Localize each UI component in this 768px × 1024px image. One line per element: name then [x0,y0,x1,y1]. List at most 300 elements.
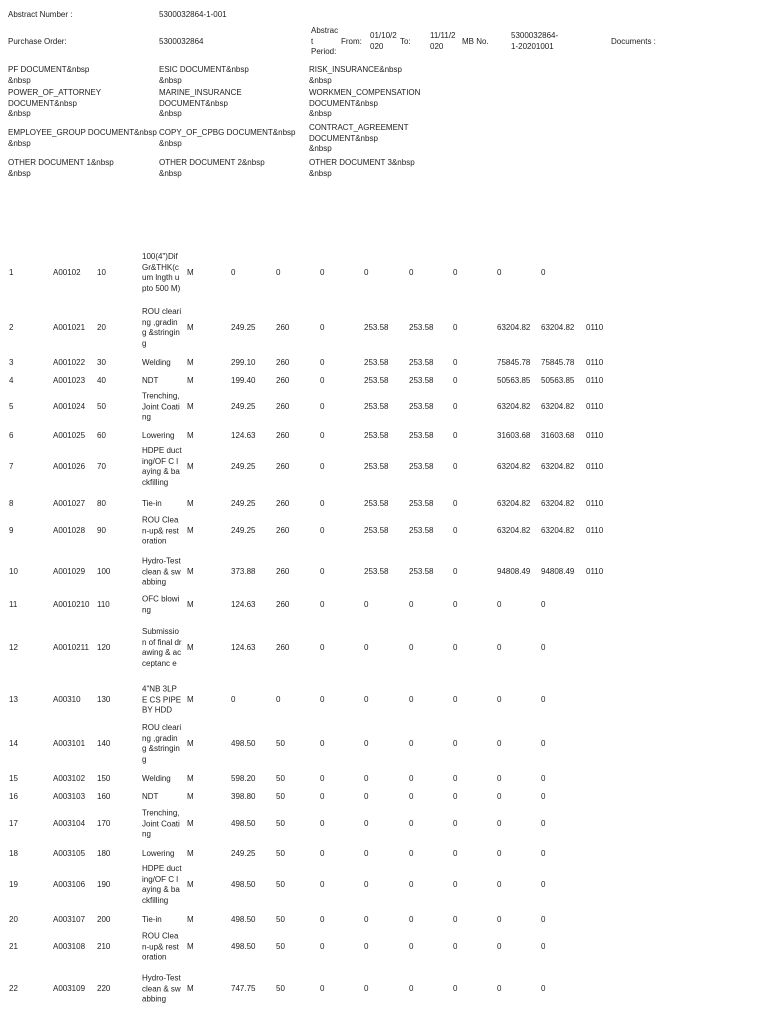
cell-value-1: 0 [320,694,325,704]
abstract-number-label: Abstract Number : [8,10,73,19]
cell-code: A003109 [53,983,86,993]
other-document-1: OTHER DOCUMENT 1&nbsp &nbsp [8,158,114,178]
contract-agreement-document: CONTRACT_AGREEMENT DOCUMENT&nbsp &nbsp [309,123,409,153]
cell-unit: M [187,401,194,411]
cell-code: A00102 [53,267,81,277]
cell-code: A001029 [53,566,86,576]
cell-rate: 50 [276,941,285,951]
cell-sn: 5 [9,401,14,411]
cell-value-3: 0 [409,267,414,277]
cell-value-1: 0 [320,599,325,609]
cell-amount-1: 0 [497,941,502,951]
cell-quantity: 124.63 [231,430,256,440]
cell-amount-1: 31603.68 [497,430,531,440]
cell-value-3: 253.58 [409,357,434,367]
cell-value-4: 0 [453,941,458,951]
cell-code: A001026 [53,461,86,471]
cell-value-1: 0 [320,566,325,576]
cell-description: Trenching, Joint Coating [142,808,180,839]
cell-value-1: 0 [320,818,325,828]
cell-value-4: 0 [453,694,458,704]
cell-rate: 50 [276,983,285,993]
cell-unit: M [187,498,194,508]
cell-value-3: 0 [409,914,414,924]
table-row [0,864,768,906]
cell-code: A001024 [53,401,86,411]
cell-value-3: 0 [409,694,414,704]
table-row [0,912,768,928]
cell-sn: 15 [9,773,18,783]
cell-value-3: 0 [409,791,414,801]
cell-amount-1: 0 [497,818,502,828]
cell-value-4: 0 [453,642,458,652]
cell-value-2: 253.58 [364,498,389,508]
cell-code: A003102 [53,773,86,783]
cell-sn: 16 [9,791,18,801]
cell-value-2: 0 [364,599,369,609]
cell-value-1: 0 [320,941,325,951]
abstract-number-value: 5300032864-1-001 [159,10,227,19]
cell-amount-1: 63204.82 [497,498,531,508]
table-row [0,846,768,862]
cell-item-no: 50 [97,401,106,411]
cell-value-4: 0 [453,525,458,535]
employee-group-document: EMPLOYEE_GROUP DOCUMENT&nbsp &nbsp [8,128,157,148]
cell-description: Trenching, Joint Coating [142,391,180,422]
cell-amount-1: 94808.49 [497,566,531,576]
cell-rate: 50 [276,773,285,783]
table-row [0,970,768,1008]
cell-value-2: 0 [364,694,369,704]
cell-unit: M [187,599,194,609]
cell-code: A003108 [53,941,86,951]
cell-description: NDT [142,791,159,801]
cell-value-2: 253.58 [364,401,389,411]
cell-rate: 260 [276,461,290,471]
cell-item-no: 80 [97,498,106,508]
cell-value-4: 0 [453,791,458,801]
cell-code: A001027 [53,498,86,508]
cell-value-1: 0 [320,461,325,471]
cell-code: A003101 [53,738,86,748]
cell-amount-2: 0 [541,791,546,801]
cell-value-2: 253.58 [364,430,389,440]
cell-rate: 260 [276,357,290,367]
cell-quantity: 498.50 [231,941,256,951]
cell-rate: 260 [276,642,290,652]
cell-rate: 50 [276,879,285,889]
cell-description: 4"NB 3LPE CS PIPE BY HDD [142,684,182,715]
cell-rate: 50 [276,818,285,828]
copy-of-cpbg-document: COPY_OF_CPBG DOCUMENT&nbsp &nbsp [159,128,296,148]
table-row [0,789,768,805]
table-row [0,245,768,301]
cell-value-4: 0 [453,566,458,576]
cell-value-4: 0 [453,322,458,332]
cell-amount-1: 0 [497,914,502,924]
cell-value-1: 0 [320,375,325,385]
documents-label: Documents : [611,37,656,46]
cell-sn: 21 [9,941,18,951]
table-row [0,620,768,676]
cell-unit: M [187,566,194,576]
cell-value-2: 0 [364,914,369,924]
other-document-2: OTHER DOCUMENT 2&nbsp &nbsp [159,158,265,178]
cell-item-no: 170 [97,818,111,828]
cell-unit: M [187,430,194,440]
cell-item-no: 160 [97,791,111,801]
cell-value-2: 253.58 [364,322,389,332]
cell-amount-2: 0 [541,773,546,783]
cell-value-2: 0 [364,642,369,652]
cell-description: Tie-in [142,914,162,924]
cell-amount-2: 94808.49 [541,566,575,576]
table-row [0,593,768,617]
cell-quantity: 498.50 [231,818,256,828]
cell-description: Welding [142,357,171,367]
cell-value-4: 0 [453,983,458,993]
cell-amount-1: 0 [497,267,502,277]
cell-value-3: 0 [409,773,414,783]
cell-value-3: 253.58 [409,525,434,535]
purchase-order-label: Purchase Order: [8,37,67,46]
cell-value-3: 253.58 [409,498,434,508]
cell-item-no: 210 [97,941,111,951]
cell-amount-1: 0 [497,791,502,801]
cell-quantity: 124.63 [231,642,256,652]
to-value: 11/11/2 020 [430,31,456,51]
table-row [0,771,768,787]
cell-unit: M [187,357,194,367]
cell-description: OFC blowing [142,594,180,614]
cell-quantity: 373.88 [231,566,256,576]
cell-sn: 12 [9,642,18,652]
cell-quantity: 249.25 [231,461,256,471]
cell-rate: 260 [276,430,290,440]
cell-unit: M [187,525,194,535]
cell-item-no: 100 [97,566,111,576]
cell-item-no: 40 [97,375,106,385]
cell-unit: M [187,914,194,924]
cell-sn: 2 [9,322,14,332]
cell-code: A001023 [53,375,86,385]
cell-quantity: 249.25 [231,525,256,535]
cell-value-2: 0 [364,941,369,951]
table-row [0,391,768,423]
cell-amount-2: 75845.78 [541,357,575,367]
cell-code: A001025 [53,430,86,440]
cell-sn: 18 [9,848,18,858]
cell-value-3: 253.58 [409,401,434,411]
table-row [0,496,768,512]
cell-value-2: 253.58 [364,461,389,471]
table-row [0,723,768,765]
cell-item-no: 200 [97,914,111,924]
cell-sn: 11 [9,599,18,609]
cell-unit: M [187,694,194,704]
cell-amount-2: 0 [541,848,546,858]
cell-quantity: 199.40 [231,375,256,385]
cell-value-2: 0 [364,773,369,783]
cell-amount-1: 0 [497,773,502,783]
cell-rate: 260 [276,375,290,385]
cell-quantity: 249.25 [231,848,256,858]
cell-unit: M [187,642,194,652]
cell-unit: M [187,322,194,332]
cell-amount-1: 0 [497,983,502,993]
cell-value-3: 0 [409,941,414,951]
mb-value: 5300032864- 1-20201001 [511,31,559,51]
cell-quantity: 747.75 [231,983,256,993]
cell-value-4: 0 [453,773,458,783]
cell-unit: M [187,791,194,801]
cell-value-4: 0 [453,267,458,277]
cell-quantity: 498.50 [231,914,256,924]
cell-unit: M [187,848,194,858]
cell-value-1: 0 [320,357,325,367]
cell-amount-2: 0 [541,599,546,609]
cell-amount-1: 0 [497,879,502,889]
cell-ref: 0110 [586,322,604,332]
cell-amount-2: 0 [541,941,546,951]
cell-amount-2: 0 [541,879,546,889]
cell-sn: 9 [9,525,14,535]
power-of-attorney-document: POWER_OF_ATTORNEY DOCUMENT&nbsp &nbsp [8,88,102,118]
cell-value-1: 0 [320,322,325,332]
cell-item-no: 110 [97,599,110,609]
cell-value-1: 0 [320,525,325,535]
cell-value-1: 0 [320,914,325,924]
cell-rate: 50 [276,848,285,858]
cell-sn: 20 [9,914,18,924]
cell-item-no: 150 [97,773,111,783]
cell-value-2: 0 [364,818,369,828]
cell-unit: M [187,941,194,951]
cell-quantity: 249.25 [231,401,256,411]
cell-value-1: 0 [320,498,325,508]
cell-code: A0010211 [53,642,89,652]
cell-rate: 50 [276,914,285,924]
cell-code: A001021 [53,322,86,332]
cell-description: ROU Clean-up& restoration [142,931,179,962]
cell-quantity: 598.20 [231,773,256,783]
table-row [0,373,768,389]
cell-amount-1: 63204.82 [497,322,531,332]
cell-unit: M [187,461,194,471]
cell-value-2: 253.58 [364,375,389,385]
cell-item-no: 140 [97,738,111,748]
cell-ref: 0110 [586,401,604,411]
cell-rate: 260 [276,525,290,535]
cell-description: NDT [142,375,159,385]
cell-sn: 7 [9,461,14,471]
cell-value-2: 0 [364,879,369,889]
cell-description: Welding [142,773,171,783]
cell-ref: 0110 [586,498,604,508]
cell-amount-2: 63204.82 [541,525,575,535]
cell-ref: 0110 [586,525,604,535]
cell-amount-1: 0 [497,738,502,748]
cell-value-1: 0 [320,791,325,801]
table-row [0,808,768,840]
cell-ref: 0110 [586,357,604,367]
cell-value-1: 0 [320,773,325,783]
cell-value-3: 0 [409,738,414,748]
cell-code: A001028 [53,525,86,535]
cell-value-2: 0 [364,738,369,748]
cell-value-1: 0 [320,642,325,652]
cell-value-3: 0 [409,642,414,652]
cell-value-4: 0 [453,401,458,411]
cell-value-1: 0 [320,879,325,889]
cell-sn: 10 [9,566,18,576]
cell-value-3: 253.58 [409,566,434,576]
cell-value-4: 0 [453,498,458,508]
cell-sn: 6 [9,430,14,440]
cell-value-4: 0 [453,914,458,924]
table-row [0,930,768,964]
cell-value-4: 0 [453,430,458,440]
cell-sn: 19 [9,879,18,889]
cell-item-no: 220 [97,983,111,993]
cell-sn: 17 [9,818,18,828]
cell-amount-2: 0 [541,983,546,993]
cell-quantity: 0 [231,694,236,704]
cell-code: A00310 [53,694,81,704]
cell-value-3: 253.58 [409,461,434,471]
cell-quantity: 498.50 [231,879,256,889]
cell-code: A003103 [53,791,86,801]
cell-value-4: 0 [453,879,458,889]
table-row [0,553,768,591]
cell-sn: 8 [9,498,14,508]
from-label: From: [341,37,362,46]
cell-quantity: 249.25 [231,498,256,508]
cell-description: Hydro-Test clean & swabbing [142,973,181,1004]
cell-value-3: 0 [409,599,414,609]
cell-amount-2: 0 [541,694,546,704]
cell-amount-2: 63204.82 [541,498,575,508]
cell-code: A003105 [53,848,86,858]
table-row [0,446,768,488]
cell-value-3: 253.58 [409,322,434,332]
mb-label: MB No. [462,37,489,46]
other-document-3: OTHER DOCUMENT 3&nbsp &nbsp [309,158,415,178]
cell-unit: M [187,738,194,748]
table-row [0,355,768,371]
cell-ref: 0110 [586,375,604,385]
cell-rate: 260 [276,599,290,609]
cell-unit: M [187,983,194,993]
cell-description: Submissio n of final drawing & acceptanc e [142,627,182,668]
cell-value-4: 0 [453,818,458,828]
cell-quantity: 124.63 [231,599,256,609]
cell-amount-1: 63204.82 [497,461,531,471]
pf-document: PF DOCUMENT&nbsp &nbsp [8,65,90,85]
cell-value-1: 0 [320,401,325,411]
cell-ref: 0110 [586,461,604,471]
cell-sn: 22 [9,983,18,993]
cell-rate: 0 [276,694,281,704]
cell-code: A001022 [53,357,86,367]
cell-description: Lowering [142,848,175,858]
cell-value-2: 0 [364,983,369,993]
cell-value-1: 0 [320,848,325,858]
cell-value-2: 253.58 [364,357,389,367]
cell-amount-2: 63204.82 [541,322,575,332]
cell-code: A003104 [53,818,86,828]
cell-rate: 260 [276,322,290,332]
cell-description: ROU clearing ,grading &stringing [142,723,182,764]
marine-insurance-document: MARINE_INSURANCE DOCUMENT&nbsp &nbsp [159,88,242,118]
cell-rate: 50 [276,791,285,801]
cell-value-3: 0 [409,879,414,889]
cell-amount-2: 0 [541,267,546,277]
cell-code: A003106 [53,879,86,889]
cell-sn: 13 [9,694,18,704]
cell-code: A0010210 [53,599,90,609]
cell-item-no: 20 [97,322,106,332]
cell-description: Lowering [142,430,175,440]
cell-amount-2: 0 [541,642,546,652]
cell-unit: M [187,879,194,889]
cell-description: ROU clearing ,grading &stringing [142,307,182,348]
cell-description: HDPE ducting/OF C laying & backfilling [142,446,182,487]
cell-rate: 0 [276,267,281,277]
cell-unit: M [187,818,194,828]
cell-ref: 0110 [586,566,604,576]
cell-value-2: 0 [364,791,369,801]
cell-value-3: 253.58 [409,375,434,385]
table-row [0,307,768,349]
table-row [0,428,768,444]
cell-item-no: 10 [97,267,106,277]
cell-value-3: 0 [409,848,414,858]
cell-value-1: 0 [320,430,325,440]
cell-value-4: 0 [453,461,458,471]
cell-description: 100(4")Dif Gr&THK(c um lngth upto 500 M) [142,252,181,293]
cell-item-no: 180 [97,848,111,858]
cell-amount-2: 0 [541,914,546,924]
cell-amount-2: 63204.82 [541,461,575,471]
cell-description: ROU Clean-up& restoration [142,515,179,546]
cell-value-1: 0 [320,983,325,993]
cell-amount-2: 63204.82 [541,401,575,411]
cell-amount-2: 50563.85 [541,375,575,385]
cell-item-no: 190 [97,879,111,889]
cell-rate: 50 [276,738,285,748]
cell-amount-2: 31603.68 [541,430,575,440]
cell-value-2: 253.58 [364,566,389,576]
cell-amount-1: 63204.82 [497,401,531,411]
cell-value-1: 0 [320,738,325,748]
abstract-period-label: Abstrac t Period: [311,26,339,56]
cell-sn: 14 [9,738,18,748]
cell-unit: M [187,773,194,783]
cell-sn: 1 [9,267,14,277]
cell-item-no: 130 [97,694,111,704]
cell-description: Tie-in [142,498,162,508]
cell-quantity: 0 [231,267,236,277]
cell-value-3: 0 [409,818,414,828]
cell-unit: M [187,267,194,277]
cell-item-no: 120 [97,642,111,652]
cell-rate: 260 [276,498,290,508]
cell-item-no: 60 [97,430,106,440]
cell-value-4: 0 [453,599,458,609]
cell-sn: 3 [9,357,14,367]
cell-quantity: 249.25 [231,322,256,332]
